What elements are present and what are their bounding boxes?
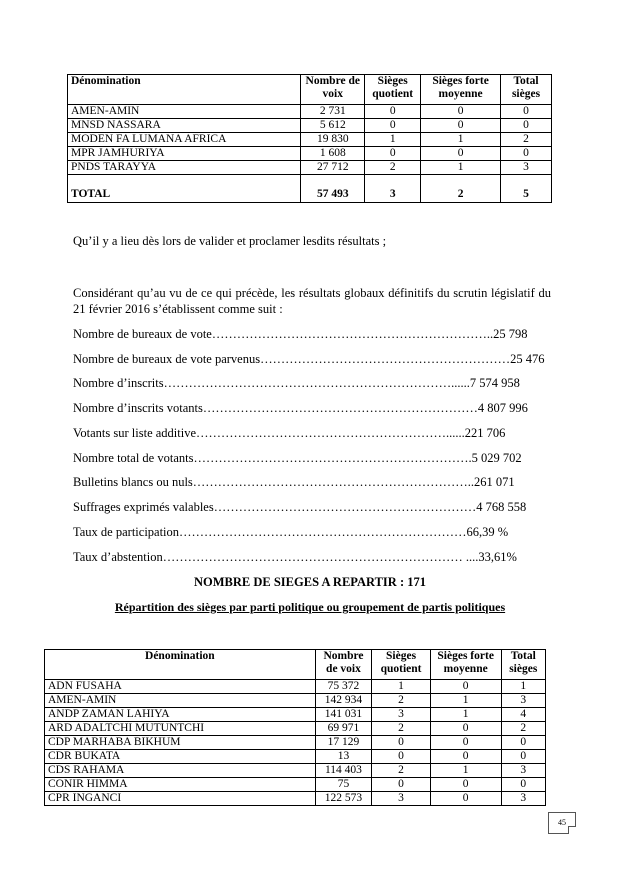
- cell-average: 0: [421, 105, 501, 119]
- cell-quotient: 2: [365, 161, 421, 175]
- cell-quotient: 0: [365, 105, 421, 119]
- stat-label: Nombre d’inscrits votants: [73, 401, 203, 415]
- cell-quotient: 1: [372, 680, 431, 694]
- stat-value: 25 798: [493, 327, 528, 341]
- stat-label: Taux de participation: [73, 525, 180, 539]
- stat-line-blank-null: [73, 475, 553, 490]
- considering-paragraph: Considérant qu’au vu de ce qui précède, les résultats globaux définitifs du scrutin législatif du 21 février 2016 s’établissent comme suit :: [73, 286, 551, 316]
- stat-value: 66,39 %: [466, 525, 509, 539]
- cell-votes: 141 031: [315, 708, 372, 722]
- cell-total-label: TOTAL: [68, 175, 301, 203]
- cell-party: CDR BUKATA: [45, 750, 316, 764]
- cell-total: 3: [501, 792, 545, 806]
- header-denomination: Dénomination: [68, 75, 301, 105]
- table-row: [45, 778, 546, 792]
- cell-votes: 75 372: [315, 680, 372, 694]
- table-row: [68, 161, 552, 175]
- cell-quotient: 1: [365, 133, 421, 147]
- cell-votes: 69 971: [315, 722, 372, 736]
- cell-average: 1: [430, 708, 501, 722]
- table-row: [45, 708, 546, 722]
- stat-value: 4 768 558: [476, 500, 527, 514]
- stat-label: Nombre d’inscrits: [73, 376, 164, 390]
- table-row: [68, 147, 552, 161]
- cell-total: 1: [501, 680, 545, 694]
- cell-total: 2: [501, 133, 552, 147]
- cell-total-quotient: 3: [365, 175, 421, 203]
- stat-label: Taux d’abstention: [73, 550, 163, 564]
- header-average-seats: Sièges forte moyenne: [430, 650, 501, 680]
- cell-votes: 122 573: [315, 792, 372, 806]
- cell-party: ADN FUSAHA: [45, 680, 316, 694]
- table-row: [45, 694, 546, 708]
- cell-average: 0: [430, 778, 501, 792]
- cell-votes: 5 612: [301, 119, 365, 133]
- cell-quotient: 2: [372, 722, 431, 736]
- cell-party: ARD ADALTCHI MUTUNTCHI: [45, 722, 316, 736]
- stat-label: Suffrages exprimés valables: [73, 500, 214, 514]
- cell-quotient: 2: [372, 694, 431, 708]
- stat-line-stations-received: [73, 352, 553, 367]
- stat-dots: ……………………………………………………………… ....: [162, 550, 479, 564]
- cell-total: 0: [501, 750, 545, 764]
- cell-total: 0: [501, 119, 552, 133]
- cell-votes: 1 608: [301, 147, 365, 161]
- cell-average: 0: [430, 792, 501, 806]
- cell-total: 0: [501, 778, 545, 792]
- stat-value: 25 476: [510, 352, 545, 366]
- cell-average: 0: [421, 119, 501, 133]
- stat-dots: ……………………………………………………………......: [163, 376, 470, 390]
- stat-dots: ……………………………………………………………: [179, 525, 467, 539]
- cell-party: AMEN-AMIN: [68, 105, 301, 119]
- cell-party: CDP MARHABA BIKHUM: [45, 736, 316, 750]
- stat-line-valid-votes: [73, 500, 553, 515]
- cell-quotient: 0: [365, 147, 421, 161]
- header-total-seats: Total sièges: [501, 650, 545, 680]
- cell-total: 3: [501, 161, 552, 175]
- cell-quotient: 0: [365, 119, 421, 133]
- table-row: [68, 105, 552, 119]
- cell-votes: 13: [315, 750, 372, 764]
- header-average-seats: Sièges forte moyenne: [421, 75, 501, 105]
- cell-average: 1: [421, 161, 501, 175]
- table-row: [45, 764, 546, 778]
- cell-party: ANDP ZAMAN LAHIYA: [45, 708, 316, 722]
- cell-party: MODEN FA LUMANA AFRICA: [68, 133, 301, 147]
- cell-total: 3: [501, 694, 545, 708]
- cell-average: 0: [430, 750, 501, 764]
- cell-quotient: 0: [372, 736, 431, 750]
- stat-line-polling-stations: [73, 327, 553, 342]
- cell-average: 1: [430, 694, 501, 708]
- stat-label: Bulletins blancs ou nuls: [73, 475, 193, 489]
- cell-average: 0: [430, 680, 501, 694]
- cell-average: 0: [421, 147, 501, 161]
- cell-party: AMEN-AMIN: [45, 694, 316, 708]
- stat-line-participation-rate: [73, 525, 553, 540]
- cell-quotient: 0: [372, 750, 431, 764]
- cell-party: CPR INGANCI: [45, 792, 316, 806]
- table-row: [45, 722, 546, 736]
- stat-label: Nombre de bureaux de vote parvenus: [73, 352, 261, 366]
- stat-dots: …………………………………………………………: [202, 401, 478, 415]
- stat-value: 221 706: [464, 426, 506, 440]
- cell-party: PNDS TARAYYA: [68, 161, 301, 175]
- results-table-partial: [67, 74, 552, 203]
- stat-label: Votants sur liste additive: [73, 426, 197, 440]
- stat-dots: ……………………………………………………: [260, 352, 511, 366]
- stat-line-registered-voters: [73, 401, 553, 416]
- stat-dots: …………………………………………………………..: [192, 475, 475, 489]
- table-total-row: [68, 175, 552, 203]
- stat-line-registered: [73, 376, 553, 391]
- stat-value: 7 574 958: [469, 376, 520, 390]
- header-votes: Nombre de voix: [301, 75, 365, 105]
- cell-quotient: 2: [372, 764, 431, 778]
- stat-line-additional-voters: [73, 426, 553, 441]
- cell-average: 1: [430, 764, 501, 778]
- seats-heading: NOMBRE DE SIEGES A REPARTIR : 171: [193, 575, 426, 589]
- stat-line-abstention-rate: [73, 550, 553, 565]
- stat-label: Nombre de bureaux de vote: [73, 327, 212, 341]
- cell-total: 4: [501, 708, 545, 722]
- cell-total: 3: [501, 764, 545, 778]
- header-denomination: Dénomination: [45, 650, 316, 680]
- page-number: 45: [548, 812, 576, 834]
- table-row: [68, 133, 552, 147]
- cell-votes: 2 731: [301, 105, 365, 119]
- cell-quotient: 3: [372, 792, 431, 806]
- stat-dots: ………………………………………………………….: [193, 451, 472, 465]
- seat-distribution-table: [44, 649, 546, 806]
- stat-label: Nombre total de votants: [73, 451, 194, 465]
- cell-total: 0: [501, 736, 545, 750]
- table-header-row: [45, 650, 546, 680]
- cell-total-votes: 57 493: [301, 175, 365, 203]
- cell-quotient: 3: [372, 708, 431, 722]
- cell-total-average: 2: [421, 175, 501, 203]
- cell-votes: 142 934: [315, 694, 372, 708]
- stat-dots: ……………………………………………………......: [196, 426, 465, 440]
- distribution-subheading: Répartition des sièges par parti politique ou groupement de partis politiques: [114, 600, 506, 614]
- table-row: [45, 750, 546, 764]
- stat-value: 33,61%: [478, 550, 517, 564]
- cell-total: 0: [501, 105, 552, 119]
- cell-votes: 27 712: [301, 161, 365, 175]
- cell-total: 0: [501, 147, 552, 161]
- cell-quotient: 0: [372, 778, 431, 792]
- stat-value: 4 807 996: [477, 401, 528, 415]
- header-quotient-seats: Sièges quotient: [372, 650, 431, 680]
- cell-party: MPR JAMHURIYA: [68, 147, 301, 161]
- stat-dots: …………………………………………………………..: [211, 327, 494, 341]
- table-header-row: [68, 75, 552, 105]
- cell-votes: 17 129: [315, 736, 372, 750]
- cell-votes: 19 830: [301, 133, 365, 147]
- cell-party: CDS RAHAMA: [45, 764, 316, 778]
- stat-value: 261 071: [474, 475, 515, 489]
- cell-votes: 75: [315, 778, 372, 792]
- table-row: [68, 119, 552, 133]
- cell-average: 1: [421, 133, 501, 147]
- cell-total-seats: 5: [501, 175, 552, 203]
- cell-votes: 114 403: [315, 764, 372, 778]
- validation-paragraph: Qu’il y a lieu dès lors de valider et proclamer lesdits résultats ;: [73, 234, 387, 248]
- stat-value: 5 029 702: [471, 451, 522, 465]
- cell-average: 0: [430, 722, 501, 736]
- cell-party: CONIR HIMMA: [45, 778, 316, 792]
- table-row: [45, 736, 546, 750]
- header-votes: Nombre de voix: [315, 650, 372, 680]
- cell-average: 0: [430, 736, 501, 750]
- stat-dots: ………………………………………………………: [213, 500, 477, 514]
- cell-party: MNSD NASSARA: [68, 119, 301, 133]
- stat-line-total-voters: [73, 451, 553, 466]
- cell-total: 2: [501, 722, 545, 736]
- header-quotient-seats: Sièges quotient: [365, 75, 421, 105]
- header-total-seats: Total sièges: [501, 75, 552, 105]
- table-row: [45, 680, 546, 694]
- table-row: [45, 792, 546, 806]
